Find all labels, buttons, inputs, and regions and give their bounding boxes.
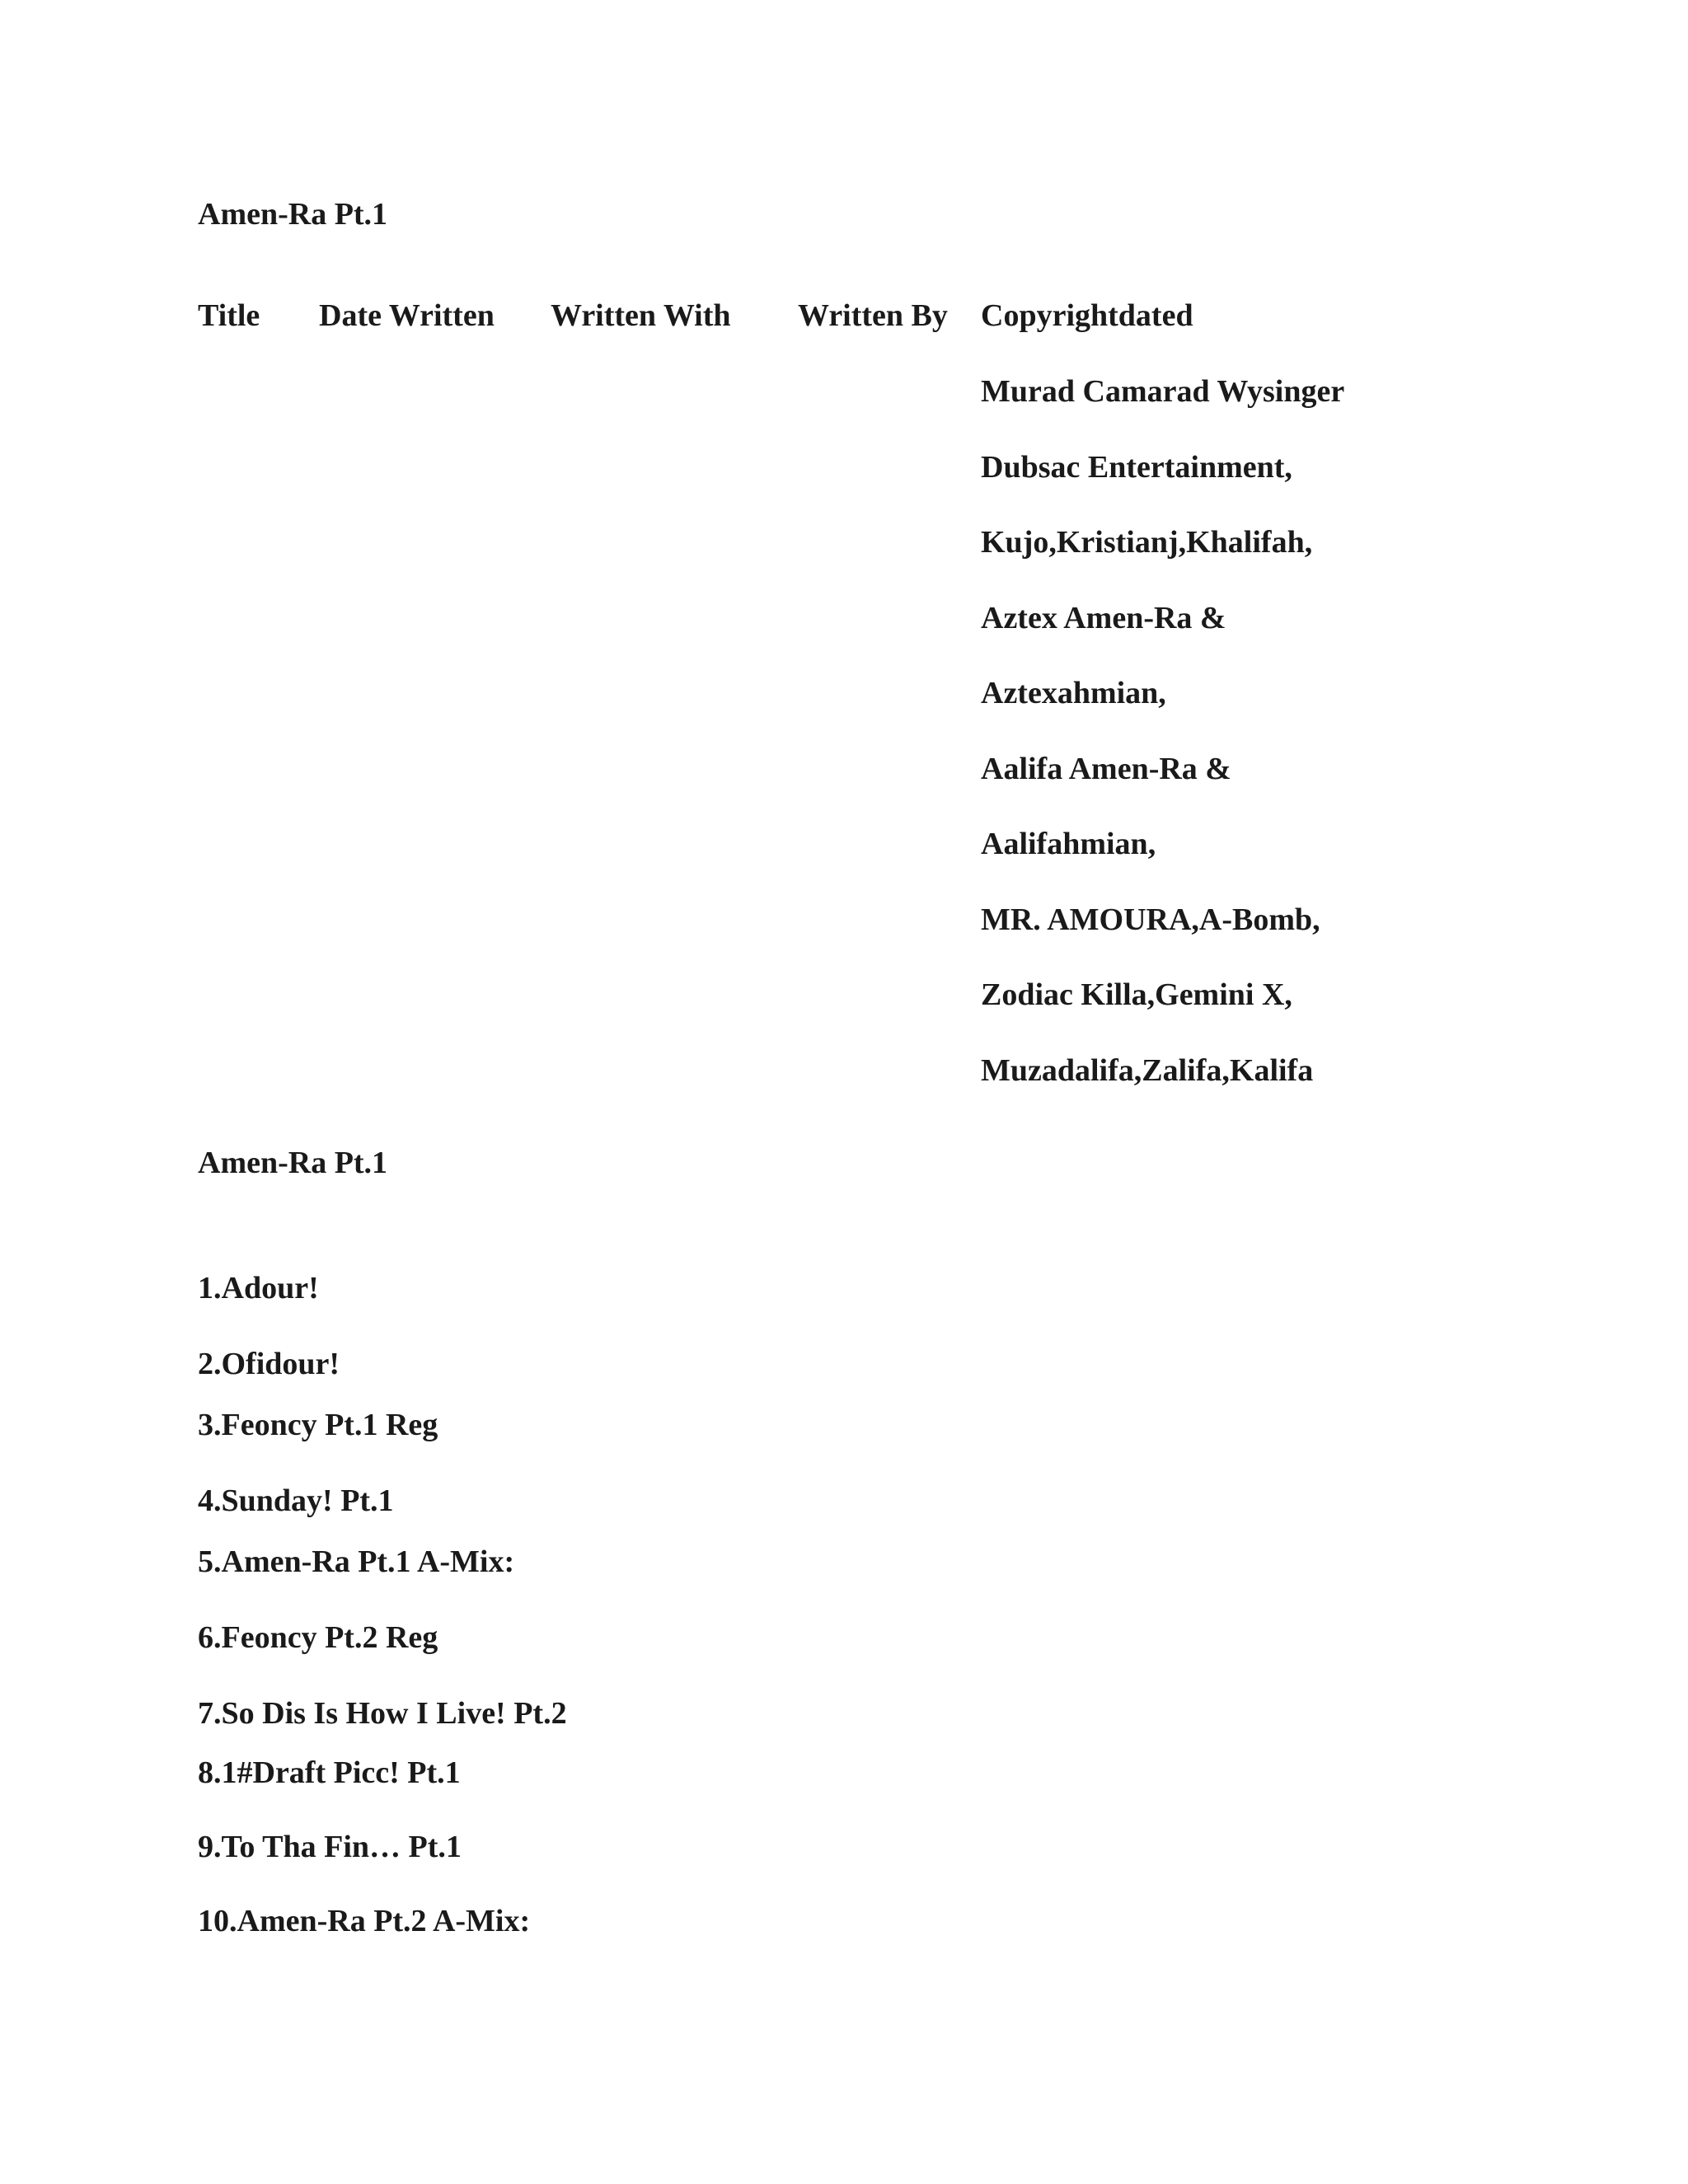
section-title: Amen-Ra Pt.1 (198, 1146, 388, 1180)
track-item: 10.Amen-Ra Pt.2 A-Mix: (198, 1904, 531, 1938)
credit-line: Kujo,Kristianj,Khalifah, (981, 525, 1313, 560)
credit-line: Murad Camarad Wysinger (981, 374, 1345, 409)
track-item: 7.So Dis Is How I Live! Pt.2 (198, 1696, 567, 1731)
document-title: Amen-Ra Pt.1 (198, 197, 388, 232)
track-item: 6.Feoncy Pt.2 Reg (198, 1620, 438, 1655)
track-item: 1.Adour! (198, 1271, 319, 1305)
track-item: 9.To Tha Fin… Pt.1 (198, 1830, 462, 1864)
credit-line: Dubsac Entertainment, (981, 449, 1292, 485)
header-copyright: Copyrightdated (981, 298, 1193, 333)
header-date-written: Date Written (319, 298, 495, 333)
track-item: 2.Ofidour! (198, 1347, 340, 1381)
header-written-by: Written By (798, 298, 948, 333)
credits-list (981, 373, 1344, 1127)
credit-line: Aztexahmian, (981, 676, 1166, 710)
header-written-with: Written With (551, 298, 731, 333)
track-item: 8.1#Draft Picc! Pt.1 (198, 1755, 461, 1790)
credit-line: Muzadalifa,Zalifa,Kalifa (981, 1052, 1314, 1088)
credit-line: Aztex Amen-Ra & (981, 600, 1226, 635)
header-title: Title (198, 298, 260, 333)
track-item: 5.Amen-Ra Pt.1 A-Mix: (198, 1544, 515, 1579)
credit-line: Aalifa Amen-Ra & (981, 751, 1231, 786)
track-item: 3.Feoncy Pt.1 Reg (198, 1408, 438, 1442)
track-item: 4.Sunday! Pt.1 (198, 1483, 394, 1518)
credit-line: Zodiac Killa,Gemini X, (981, 977, 1292, 1012)
credit-line: MR. AMOURA,A-Bomb, (981, 902, 1320, 937)
credit-line: Aalifahmian, (981, 827, 1156, 861)
